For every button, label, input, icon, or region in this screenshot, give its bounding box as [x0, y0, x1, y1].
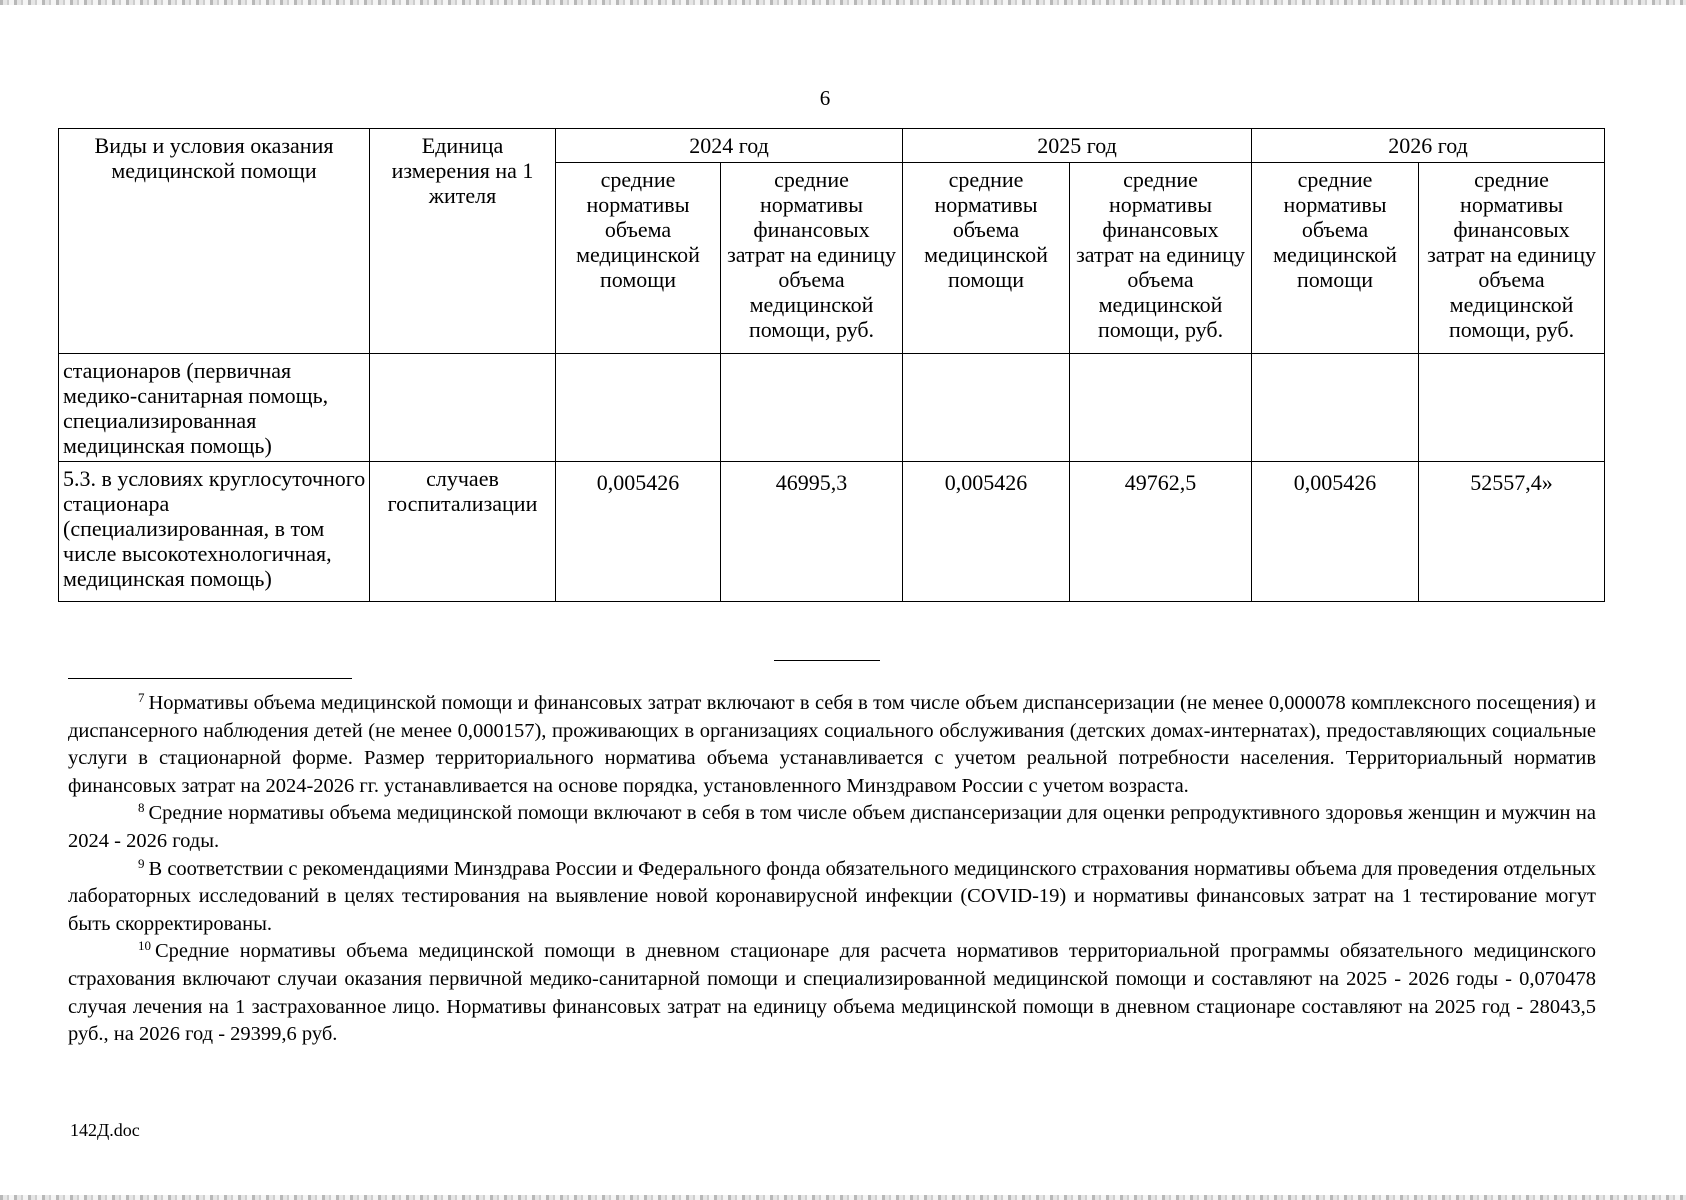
table-row — [59, 354, 1605, 462]
section-separator — [774, 660, 880, 661]
header-year-2026: 2026 год — [1252, 129, 1605, 163]
row-unit: случаев госпитализации — [370, 462, 556, 602]
footnote-8 — [68, 800, 1596, 855]
row-care-type: 5.3. в условиях круглосуточного стационара (специализированная, в том числе высокотехнологичная, медицинская помощь) — [59, 462, 370, 602]
cell-volume-2024: 0,005426 — [556, 462, 721, 602]
scan-edge-bottom — [0, 1195, 1686, 1200]
footnote-text: Средние нормативы объема медицинской помощи в дневном стационаре для расчета нормативов территориальной программы обязательного медицинского страхования включают случаи оказания первичной медико-санитарной помощи и специализированной медицинской помощи и составляют на 2025 - 2026 годы - 0,070478 случая лечения на 1 застрахованное лицо. Нормативы финансовых затрат на единицу объема медицинской помощи в дневном стационаре составляют на 2025 год - 28043,5 руб., на 2026 год - 29399,6 руб. — [68, 940, 1596, 1046]
footnote-marker: 10 — [138, 938, 151, 954]
footnote-rule — [68, 678, 352, 679]
header-unit: Единица измерения на 1 жителя — [370, 129, 556, 354]
footnote-9 — [68, 856, 1596, 939]
header-cost-2025: средние нормативы финансовых затрат на единицу объема медицинской помощи, руб. — [1070, 163, 1252, 354]
footnote-marker: 7 — [138, 690, 145, 705]
cell-volume-2026: 0,005426 — [1252, 462, 1419, 602]
footnote-text: Средние нормативы объема медицинской помощи включают в себя в том числе объем диспансеризации для оценки репродуктивного здоровья женщин и мужчин на 2024 - 2026 годы. — [68, 802, 1596, 852]
cell-cost-2024 — [721, 354, 903, 462]
norms-table — [58, 128, 1605, 602]
cell-cost-2025: 49762,5 — [1070, 462, 1252, 602]
footnote-text: Нормативы объема медицинской помощи и финансовых затрат включают в себя в том числе объем диспансеризации (не менее 0,000078 комплексного посещения) и диспансерного наблюдения детей (не менее 0,000157), проживающих в организациях социального обслуживания (детских домах-интернатах), предоставляющих социальные услуги в стационарной форме. Размер территориального норматива объема устанавливается с учетом реальной потребности населения. Территориальный норматив финансовых затрат на 2024-2026 гг. устанавливается на основе порядка, установленного Минздравом России с учетом возраста. — [68, 692, 1596, 797]
cell-cost-2026 — [1419, 354, 1605, 462]
footnotes — [68, 690, 1596, 1049]
cell-cost-2024: 46995,3 — [721, 462, 903, 602]
footnote-10 — [68, 938, 1596, 1048]
cell-volume-2024 — [556, 354, 721, 462]
header-volume-2024: средние нормативы объема медицинской помощи — [556, 163, 721, 354]
header-volume-2025: средние нормативы объема медицинской помощи — [903, 163, 1070, 354]
row-unit — [370, 354, 556, 462]
header-volume-2026: средние нормативы объема медицинской помощи — [1252, 163, 1419, 354]
header-year-2025: 2025 год — [903, 129, 1252, 163]
footnote-marker: 9 — [138, 855, 145, 871]
page-number: 6 — [819, 86, 831, 110]
cell-volume-2025 — [903, 354, 1070, 462]
header-row-years — [59, 129, 1605, 163]
cell-volume-2025: 0,005426 — [903, 462, 1070, 602]
footnote-marker: 8 — [138, 800, 145, 816]
cell-cost-2025 — [1070, 354, 1252, 462]
scan-edge-top — [0, 0, 1686, 5]
file-label: 142Д.doc — [70, 1120, 140, 1140]
header-year-2024: 2024 год — [556, 129, 903, 163]
cell-cost-2026: 52557,4» — [1419, 462, 1605, 602]
footnote-7 — [68, 690, 1596, 800]
header-care-type: Виды и условия оказания медицинской помощи — [59, 129, 370, 354]
header-cost-2026: средние нормативы финансовых затрат на единицу объема медицинской помощи, руб. — [1419, 163, 1605, 354]
header-cost-2024: средние нормативы финансовых затрат на единицу объема медицинской помощи, руб. — [721, 163, 903, 354]
footnote-text: В соответствии с рекомендациями Минздрава России и Федерального фонда обязательного медицинского страхования нормативы объема для проведения отдельных лабораторных исследований в целях тестирования на выявление новой коронавирусной инфекции (COVID-19) и нормативы финансовых затрат на 1 тестирование могут быть скорректированы. — [68, 857, 1596, 935]
row-care-type: стационаров (первичная медико-санитарная помощь, специализированная медицинская помощь) — [59, 354, 370, 462]
cell-volume-2026 — [1252, 354, 1419, 462]
table-row — [59, 462, 1605, 602]
